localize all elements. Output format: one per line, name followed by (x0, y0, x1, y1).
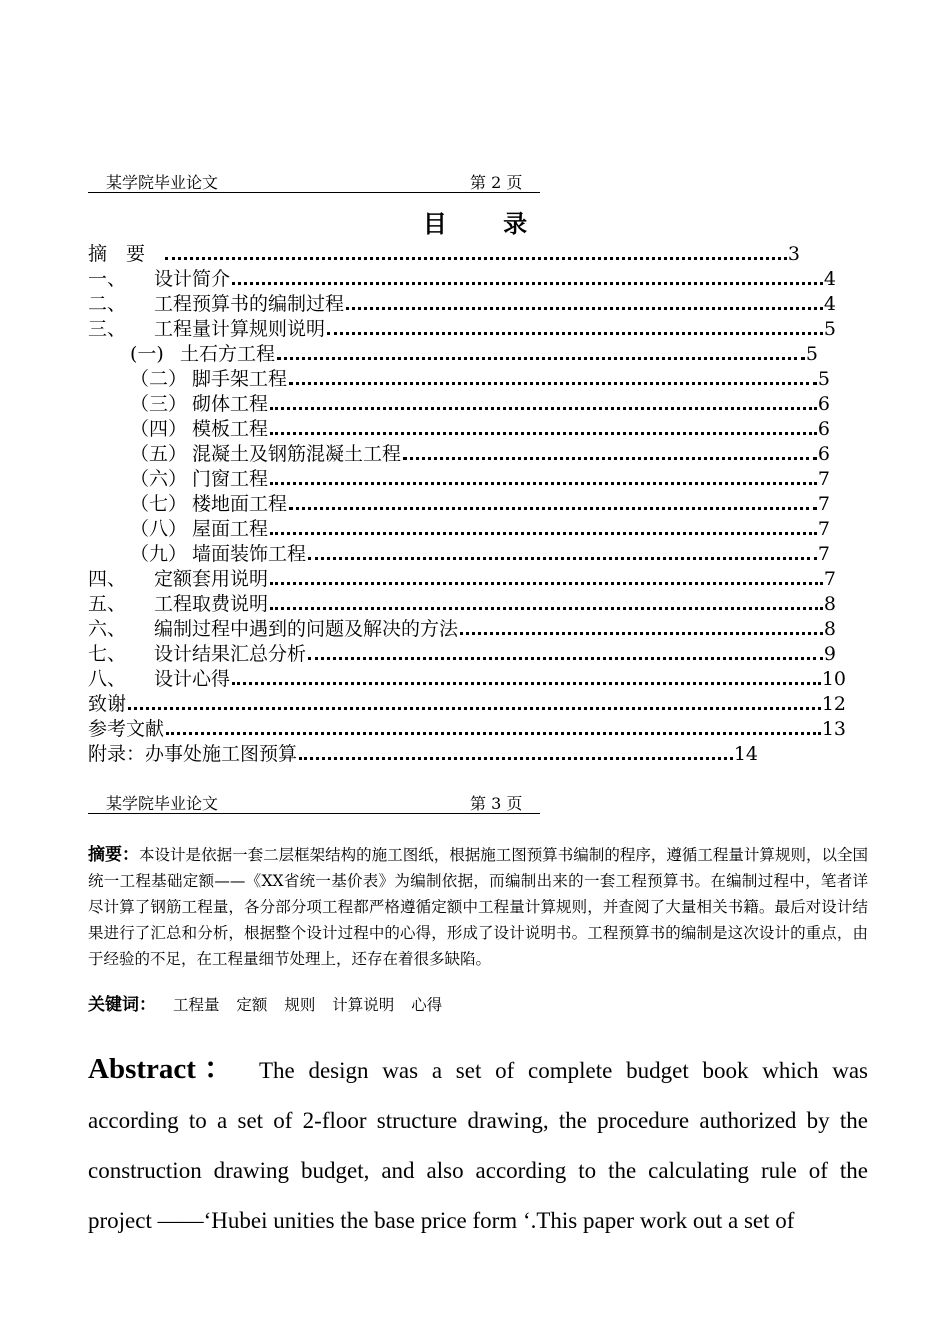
toc-item (88, 617, 836, 641)
header-school: 某学院毕业论文 (106, 173, 219, 192)
toc-item-number: 摘 要 (88, 243, 146, 265)
toc-item-number: （八） (130, 518, 188, 540)
toc-leader-dots (308, 657, 823, 660)
toc-item-page: 8 (823, 618, 836, 640)
toc-item-title: 模板工程 (192, 418, 269, 440)
toc-item-page: 7 (817, 468, 830, 490)
toc-item-title: 混凝土及钢筋混凝土工程 (192, 443, 402, 465)
keyword: 心得 (411, 996, 443, 1014)
toc-leader-dots (232, 682, 821, 685)
toc-leader-dots (277, 357, 805, 360)
toc-item-number: 一、 (88, 268, 127, 290)
toc-item (130, 392, 830, 416)
toc-leader-dots (128, 707, 821, 710)
toc-item-number: （七） (130, 493, 188, 515)
toc-item (130, 367, 830, 391)
toc-item-title: 屋面工程 (192, 518, 269, 540)
toc-item (88, 292, 836, 316)
toc-item-title: 定额套用说明 (154, 568, 269, 590)
abstract-en-label: Abstract： (88, 1053, 241, 1085)
toc-item (130, 342, 818, 366)
toc-item-page: 4 (823, 293, 836, 315)
toc-item-title: 办事处施工图预算 (145, 743, 298, 765)
toc-item (130, 492, 830, 516)
toc-item-title: 工程取费说明 (154, 593, 269, 615)
toc-leader-dots (232, 282, 823, 285)
toc-leader-dots (289, 382, 817, 385)
toc-item (88, 692, 846, 716)
toc-leader-dots (270, 432, 817, 435)
toc-item-page: 5 (805, 343, 818, 365)
toc-item-number: （五） (130, 443, 188, 465)
toc-item-number: 五、 (88, 593, 127, 615)
toc-item (88, 592, 836, 616)
toc-item-title: 工程量计算规则说明 (154, 318, 326, 340)
toc-leader-dots (270, 607, 823, 610)
toc-item (130, 517, 830, 541)
toc-item (130, 542, 830, 566)
toc-leader-dots (166, 732, 821, 735)
toc-item-page: 6 (817, 393, 830, 415)
toc-item-page: 5 (823, 318, 836, 340)
toc-item (130, 442, 830, 466)
toc-item (88, 317, 836, 341)
abstract-chinese (88, 842, 868, 972)
toc-leader-dots (299, 757, 733, 760)
keyword: 规则 (284, 996, 316, 1014)
toc-item-title: 设计结果汇总分析 (154, 643, 307, 665)
toc-item-page: 3 (787, 243, 800, 265)
toc-item-page: 7 (817, 543, 830, 565)
toc-leader-dots (403, 457, 817, 460)
keywords (88, 990, 442, 1015)
toc-item (88, 242, 800, 266)
keyword: 工程量 (172, 996, 220, 1014)
header-school: 某学院毕业论文 (106, 794, 219, 813)
toc-item-title: 楼地面工程 (192, 493, 288, 515)
toc-leader-dots (270, 532, 817, 535)
toc-item-number: （九） (130, 543, 188, 565)
toc-item-page: 6 (817, 443, 830, 465)
toc-item (88, 717, 846, 741)
toc-leader-dots (460, 632, 823, 635)
keyword: 计算说明 (332, 996, 395, 1014)
page-header-3 (88, 791, 540, 814)
toc-leader-dots (346, 307, 823, 310)
toc-item-title: 设计心得 (154, 668, 231, 690)
toc-leader-dots (308, 557, 817, 560)
toc-item-number: （六） (130, 468, 188, 490)
toc-item (88, 567, 836, 591)
abstract-english (88, 1044, 868, 1246)
toc-item-page: 14 (733, 743, 758, 765)
toc-item (88, 667, 846, 691)
toc-item-page: 12 (821, 693, 846, 715)
toc-item-number: 二、 (88, 293, 127, 315)
toc-item (88, 267, 836, 291)
header-page-number: 第 3 页 (470, 794, 523, 813)
toc-item-number: 六、 (88, 618, 127, 640)
page-header-2 (88, 170, 540, 193)
toc-item-page: 13 (821, 718, 846, 740)
toc-item-page: 6 (817, 418, 830, 440)
toc-item-page: 4 (823, 268, 836, 290)
header-page-number: 第 2 页 (470, 173, 523, 192)
toc-leader-dots (165, 257, 787, 260)
toc-item-number: 致谢 (88, 693, 127, 715)
toc-item-page: 9 (823, 643, 836, 665)
keywords-label: 关键词： (88, 995, 156, 1015)
toc-item (88, 742, 758, 766)
toc-item (130, 467, 830, 491)
toc-item (88, 642, 836, 666)
abstract-text: 本设计是依据一套二层框架结构的施工图纸，根据施工图预算书编制的程序，遵循工程量计算规则，以全国统一工程基础定额——《XX省统一基价表》为编制依据，而编制出来的一套工程预算书。在编制过程中，笔者详尽计算了钢筋工程量，各分部分项工程都严格遵循定额中工程量计算规则，并查阅了大量相关书籍。最后对设计结果进行了汇总和分析，根据整个设计过程中的心得，形成了设计说明书。工程预算书的编制是这次设计的重点，由于经验的不足，在工程量细节处理上，还存在着很多缺陷。 (88, 846, 868, 968)
toc-item-number: 参考文献 (88, 718, 165, 740)
toc-item-page: 10 (821, 668, 846, 690)
toc-leader-dots (327, 332, 823, 335)
toc-leader-dots (270, 482, 817, 485)
toc-item-number: 四、 (88, 568, 127, 590)
toc-item-title: 编制过程中遇到的问题及解决的方法 (154, 618, 459, 640)
toc-item-page: 5 (817, 368, 830, 390)
toc-item-title: 门窗工程 (192, 468, 269, 490)
toc-item-title: 砌体工程 (192, 393, 269, 415)
toc-item-page: 7 (817, 493, 830, 515)
toc-item-number: (一) (130, 343, 164, 365)
toc-item-title: 墙面装饰工程 (192, 543, 307, 565)
toc-item-number: （三） (130, 393, 188, 415)
toc-leader-dots (289, 507, 817, 510)
toc-item (130, 417, 830, 441)
abstract-en-text: The design was a set of complete budget book which was according to a set of 2-floor structure drawing, the procedure authorized by the construction drawing budget, and also according to the calculating rule of the project ——‘Hubei unities the base price form ‘.This paper work out a set of (88, 1058, 868, 1233)
toc-item-number: （二） (130, 368, 188, 390)
toc-item-page: 7 (823, 568, 836, 590)
toc-item-page: 8 (823, 593, 836, 615)
toc-item-number: 三、 (88, 318, 127, 340)
toc-item-number: 八、 (88, 668, 127, 690)
toc-title: 目 录 (422, 210, 552, 238)
toc-item-number: （四） (130, 418, 188, 440)
keyword: 定额 (236, 996, 268, 1014)
toc-item-number: 附录： (88, 743, 146, 765)
toc-leader-dots (270, 582, 823, 585)
toc-item-title: 脚手架工程 (192, 368, 288, 390)
toc-item-number: 七、 (88, 643, 127, 665)
toc-item-page: 7 (817, 518, 830, 540)
toc-item-title: 工程预算书的编制过程 (154, 293, 345, 315)
toc-leader-dots (270, 407, 817, 410)
toc-item-title: 土石方工程 (180, 343, 276, 365)
abstract-label: 摘要： (88, 845, 140, 865)
toc-item-title: 设计简介 (154, 268, 231, 290)
